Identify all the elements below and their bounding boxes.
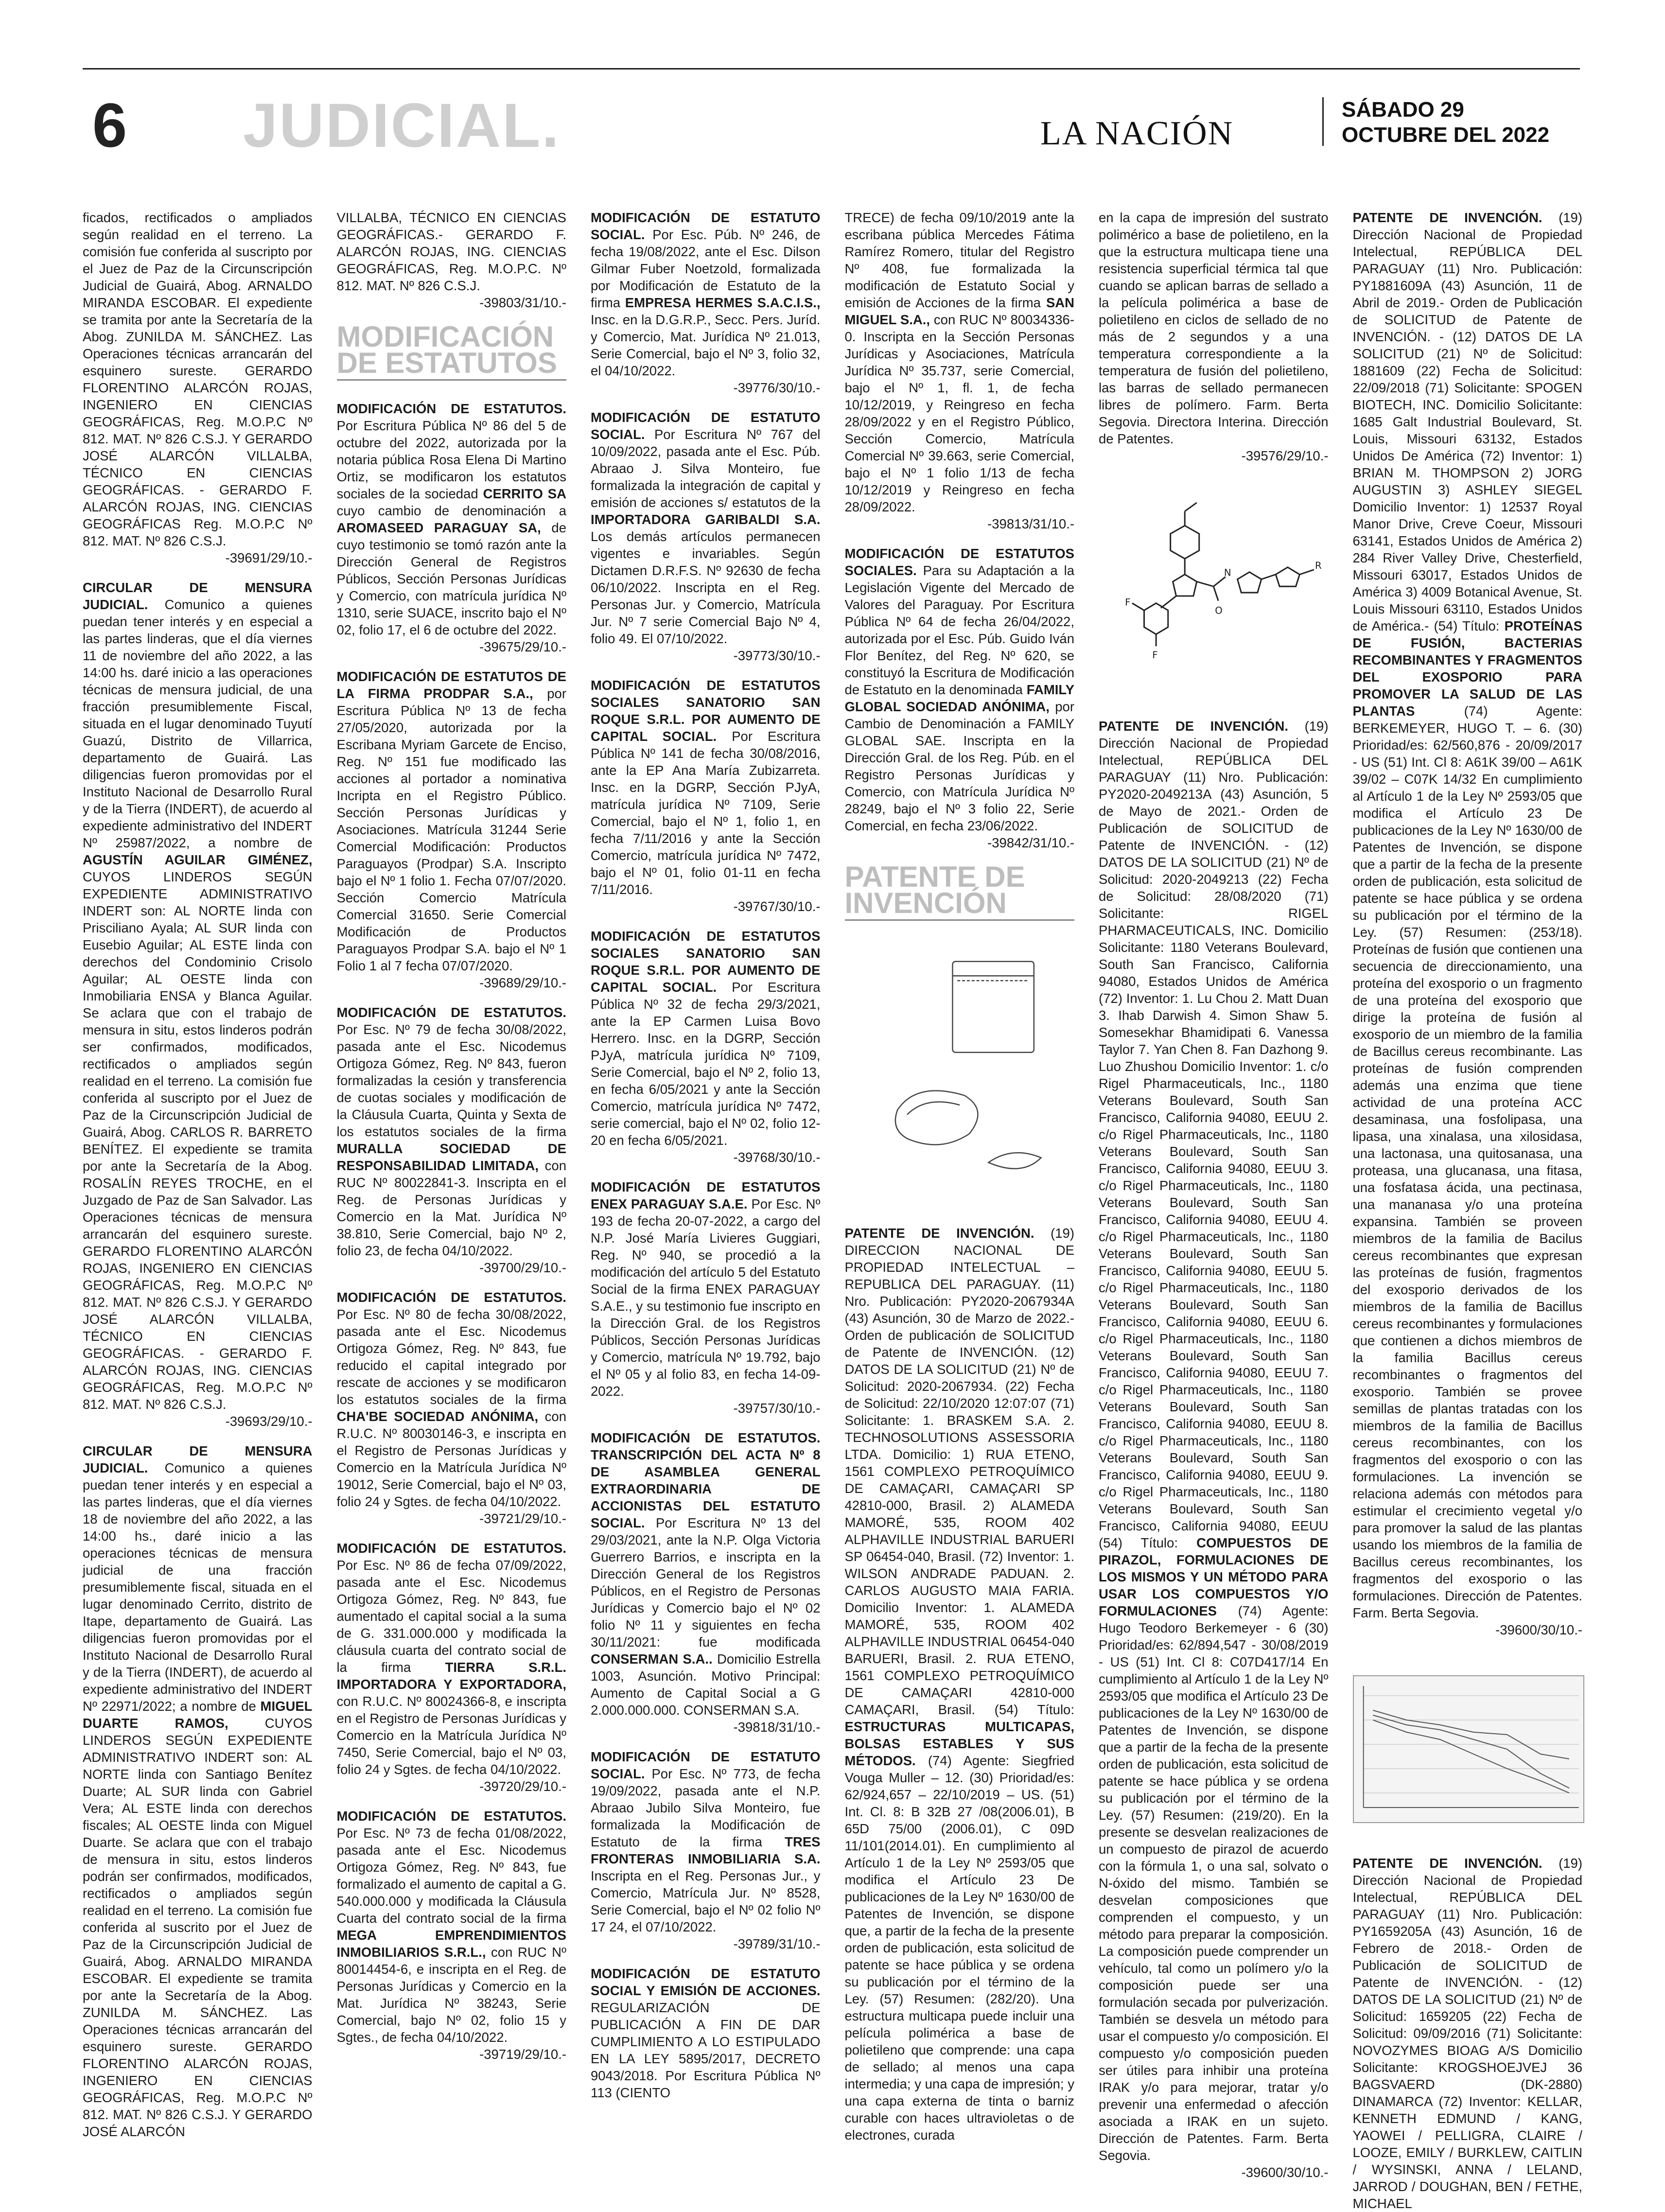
- page-number: 6: [92, 91, 127, 160]
- notice-body: Por Escritura Nº 13 del 29/03/2021, ante la N.P. Olga Victoria Guerrero Barrios, e inscripta en la Dirección General de los Registros Públicos, en el Registro de Personas Jurídicas y Comercio bajo el Nº 02 folio Nº 11 y siguientes en fecha 30/11/2021: fue modificada: [591, 1515, 821, 1650]
- notice-title: MODIFICACIÓN DE ESTATUTOS DE LA FIRMA PRODPAR S.A.,: [336, 669, 566, 701]
- notice-body: Por Esc. Púb. Nº 246, de fecha 19/08/2022, ante el Esc. Dilson Gilmar Fuber Noetzold, formalizada por Modificación de Estatuto de la firma: [591, 227, 821, 310]
- notice-party-name: COMPUESTOS DE PIRAZOL, FORMULACIONES DE LOS MISMOS Y UN MÉTODO PARA USAR LOS COMPUESTOS Y/O FORMULACIONES: [1099, 1535, 1329, 1618]
- notice: [591, 209, 821, 396]
- notice-title: CIRCULAR DE MENSURA JUDICIAL.: [83, 580, 313, 612]
- notice-body: (74) Agente: Siegfried Vouga Muller – 12. (30) Prioridad/es: 62/924,657 – 22/10/2019 – US. (51) Int. Cl. 8: B 32B 27 /08(2006.01), B 65D 75/00 (2006.01), C 09D 11/101(2014.01). En cumplimiento al Artículo 1 de la Ley Nº 2593/05 que modifica el Artículo 23 De publicaciones de la Ley Nº 1630/00 de Patentes de Invención, se dispone que, a partir de la fecha de la presente orden de publicación, esta solicitud de patente se hace pública y se ordena su publicación por el término de la Ley. (57) Resumen: (282/20). Una estructura multicapa puede incluir una película polimérica a base de polietileno que comprende: una capa de sellado; al menos una capa intermedia; y una capa de impresión; y una capa externa de tinta o barniz curable con haces ultravioletas o de electrones, curada: [844, 1753, 1074, 2142]
- column-6: [1352, 209, 1583, 2211]
- svg-text:R: R: [1314, 560, 1322, 571]
- section-title: JUDICIAL.: [243, 91, 561, 160]
- notice-reference: -39767/30/10.-: [733, 899, 821, 914]
- notice: [83, 209, 313, 566]
- notice-body: Por Esc. Nº 86 de fecha 07/09/2022, pasada ante el Esc. Nicodemus Ortigoza Gómez, Reg. Nº 843, fue aumentado el capital social a la suma de G. 331.000.000 y modificada la cláusula cuarta del contrato social de la firma: [336, 1558, 566, 1675]
- notice-reference: -39789/31/10.-: [733, 1936, 821, 1951]
- notice-title: MODIFICACIÓN DE ESTATUTOS. TRANSCRIPCIÓN DEL ACTA Nº 8 DE ASAMBLEA GENERAL EXTRAORDINARIA DE ACCIONISTAS DEL ESTATUTO SOCIAL.: [591, 1430, 821, 1530]
- notice-body: por Cambio de Denominación a FAMILY GLOBAL SAE. Inscripta en la Dirección Gral. de los Reg. Púb. en el Registro Personas Jurídicas y Comercio, con Matrícula Jurídica Nº 28249, bajo el Nº 3 folio 22, Serie Comercial, en fecha 23/06/2022.: [844, 699, 1075, 833]
- notice-reference: -39700/29/10.-: [479, 1260, 566, 1275]
- notice-title: PATENTE DE INVENCIÓN.: [844, 1226, 1034, 1241]
- notice-body: con R.U.C. Nº 80030146-3, e inscripta en el Registro de Personas Jurídicas y Comercio en la Matrícula Jurídica Nº 19012, Serie Comercial, bajo el Nº 03, folio 24 y Sgtes. de fecha 04/10/2022.: [336, 1409, 566, 1509]
- column-1: [83, 209, 313, 2139]
- notice-reference: -39600/30/10.-: [1495, 1622, 1582, 1637]
- notice-title: MODIFICACIÓN DE ESTATUTOS.: [336, 1005, 566, 1020]
- notice-party-name: CONSERMAN S.A..: [591, 1651, 713, 1667]
- section-banner-patente: PATENTE DE INVENCIÓN: [845, 864, 1075, 921]
- notice: [591, 677, 821, 915]
- patent-figure-graph: [1353, 1675, 1585, 1823]
- notice-title: MODIFICACIÓN DE ESTATUTO SOCIAL.: [591, 210, 821, 242]
- notice-reference: -39773/30/10.-: [733, 648, 821, 663]
- notice-body: Por Esc. Nº 79 de fecha 30/08/2022, pasada ante el Esc. Nicodemus Ortigoza Gómez, Reg. Nº 843, fueron formalizadas la cesión y transferencia de cuotas sociales y modificación de la Cláusula Cuarta, Quinta y Sexta de los estatutos sociales de la firma: [336, 1022, 566, 1139]
- notice-title: MODIFICACIÓN DE ESTATUTOS SOCIALES.: [844, 546, 1074, 578]
- svg-text:O: O: [1215, 605, 1223, 616]
- notice-reference: -39689/29/10.-: [479, 975, 566, 990]
- notice-body: TRECE) de fecha 09/10/2019 ante la escribana pública Mercedes Fátima Ramírez Romero, titular del Registro Nº 408, fue formalizada la modificación de Estatuto Social y emisión de Acciones de la firma: [844, 210, 1074, 310]
- notice-title: PATENTE DE INVENCIÓN.: [1352, 210, 1542, 225]
- notice-reference: -39693/29/10.-: [225, 1414, 313, 1429]
- notice-reference: -39675/29/10.-: [479, 639, 566, 654]
- notice: [337, 1540, 567, 1795]
- notice-party-name: ESTRUCTURAS MULTICAPAS, BOLSAS ESTABLES Y SUS MÉTODOS.: [844, 1719, 1074, 1768]
- notice-party-name: AROMASEED PARAGUAY SA,: [336, 520, 541, 535]
- notice: [845, 209, 1075, 532]
- notice-reference: -39813/31/10.-: [987, 516, 1074, 531]
- notice-title: MODIFICACIÓN DE ESTATUTO SOCIAL.: [591, 410, 821, 442]
- notice: [83, 1442, 313, 2140]
- notice-party-name: EMPRESA HERMES S.A.C.I.S.,: [625, 295, 821, 310]
- notice-reference: -39691/29/10.-: [225, 550, 313, 565]
- notice-body: cuyo cambio de denominación a: [336, 503, 566, 518]
- notice: [591, 1965, 821, 2101]
- notice-body: Por Esc. Nº 73 de fecha 01/08/2022, pasada ante el Esc. Nicodemus Ortigoza Gómez, Reg. Nº 843, fue formalizado el aumento de capital a G. 540.000.000 y modificada la Cláusula Cuarta del contrato social de la firma: [336, 1826, 566, 1926]
- notice: [591, 928, 821, 1166]
- notice: [83, 579, 313, 1430]
- notice-party-name: TRES FRONTERAS INMOBILIARIA S.A.: [591, 1834, 821, 1866]
- notice-body: Comunico a quienes puedan tener interés y en especial a las partes linderas, que el día viernes 11 de noviembre del año 2022, a las 14:00 hs. daré inicio a las operaciones técnicas de mensura judicial, de una fracción presumiblemente Fiscal, situada en el lugar denominado Tuyutí Guazú, Distrito de Villarrica, departamento de Guairá. Las diligencias fueron promovidas por el Instituto Nacional de Desarrollo Rural y de la Tierra (INDERT), de acuerdo al expediente administrativo del INDERT Nº 25987/2022, a nombre de: [83, 597, 313, 850]
- notice-body: Por Escritura Pública Nº 86 del 5 de octubre del 2022, autorizada por la notaria pública Rosa Elena Di Martino Ortiz, se modificaron los estatutos sociales de la sociedad: [336, 418, 566, 501]
- notice: [1099, 718, 1329, 2181]
- header-rule: [83, 68, 1580, 70]
- notice-reference: -39768/30/10.-: [733, 1150, 821, 1165]
- notice: [337, 400, 567, 655]
- notice-party-name: TIERRA S.R.L. IMPORTADORA Y EXPORTADORA,: [336, 1660, 567, 1692]
- notice-party-name: MEGA EMPRENDIMIENTOS INMOBILIARIOS S.R.L.,: [336, 1928, 566, 1960]
- svg-text:F: F: [1152, 649, 1158, 661]
- notice-body: (19) Dirección Nacional de Propiedad Intelectual, REPÚBLICA DEL PARAGUAY (11) Nro. Publicación: PY2020-2049213A (43) Asunción, 5 de Mayo de 2021.- Orden de Publicación de SOLICITUD de Patente de INVENCIÓN. - (12) DATOS DE LA SOLICITUD (21) Nº de Solicitud: 2020-2049213 (22) Fecha de Solicitud: 28/08/2020 (71) Solicitante: RIGEL PHARMACEUTICALS, INC. Domicilio Solicitante: 1180 Veterans Boulevard, South San Francisco, California 94080, Estados Unidos de América (72) Inventor: 1. Lu Chou 2. Matt Duan 3. Ihab Darwish 4. Simon Shaw 5. Somesekhar Bhamidipati 6. Vanessa Taylor 7. Yan Chen 8. Fan Dazhong 9. Luo Zhushou Domicilio Inventor: 1. c/o Rigel Pharmaceuticals, Inc., 1180 Veterans Boulevard, South San Francisco, California 94080, EEUU 2. c/o Rigel Pharmaceuticals, Inc., 1180 Veterans Boulevard, South San Francisco, California 94080, EEUU 3. c/o Rigel Pharmaceuticals, Inc., 1180 Veterans Boulevard, South San Francisco, California 94080, EEUU 4. c/o Rigel Pharmaceuticals, Inc., 1180 Veterans Boulevard, South San Francisco, California 94080, EEUU 5. c/o Rigel Pharmaceuticals, Inc., 1180 Veterans Boulevard, South San Francisco, California 94080, EEUU 6. c/o Rigel Pharmaceuticals, Inc., 1180 Veterans Boulevard, South San Francisco, California 94080, EEUU 7. c/o Rigel Pharmaceuticals, Inc., 1180 Veterans Boulevard, South San Francisco, California 94080, EEUU 8. c/o Rigel Pharmaceuticals, Inc., 1180 Veterans Boulevard, South San Francisco, California 94080, EEUU 9. c/o Rigel Pharmaceuticals, Inc., 1180 Veterans Boulevard, South San Francisco, California 94080, EEUU (54) Título:: [1099, 719, 1329, 1550]
- notice-body: (19) Dirección Nacional de Propiedad Intelectual, REPÚBLICA DEL PARAGUAY (11) Nro. Publicación: PY1881609A (43) Asunción, 11 de Abril de 2019.- Orden de Publicación de SOLICITUD de Patente de INVENCIÓN. - (12) DATOS DE LA SOLICITUD (21) Nº de Solicitud: 1881609 (22) Fecha de Solicitud: 22/09/2018 (71) Solicitante: SPOGEN BIOTECH, INC. Domicilio Solicitante: 1685 Galt Industrial Boulevard, St. Louis, Missouri 63132, Estados Unidos De América (72) Inventor: 1) BRIAN M. THOMPSON 2) JORG AUGUSTIN 3) ASHLEY SIEGEL Domicilio Inventor: 1) 12537 Royal Manor Drive, Creve Coeur, Missouri 63141, Estados Unidos de América 2) 284 River Valley Drive, Chesterfield, Missouri 63017, Estados Unidos de América 3) 4009 Botanical Avenue, St. Louis Missouri 63110, Estados Unidos de América.- (54) Título:: [1352, 210, 1582, 633]
- notice-body: Inscripta en el Reg. Personas Jur., y Comercio, Matrícula Jur. Nº 8528, Serie Comercial, bajo el Nº 02 folio Nº 17 24, el 07/10/2022.: [591, 1868, 821, 1934]
- notice-body: Por Esc. Nº 773, de fecha 19/09/2022, pasada ante el N.P. Abraao Jubilo Silva Monteiro, fue formalizada la Modificación de Estatuto de la firma: [591, 1766, 821, 1849]
- notice-reference: -39576/29/10.-: [1241, 448, 1329, 463]
- notice-body: CUYOS LINDEROS SEGÚN EXPEDIENTE ADMINISTRATIVO INDERT son: AL NORTE linda con Prisciliano Ayala; AL SUR linda con Eusebio Aguilar; AL ESTE linda con derechos del Condominio Crisolo Aguilar; AL OESTE linda con Inmobiliaria ENSA y Blanca Aguilar. Se aclara que con el trabajo de mensura in situ, estos linderos podrán ser confirmados, modificados, rectificados o ampliados según realidad en el terreno. La comisión fue conferida al suscripto por el Juez de Paz de la Circunscripción Judicial de Guairá, Abog. CARLOS R. BARRETO BENÍTEZ. El expediente se tramita por ante la Secretaría de la Abog. ROSALÍN REYES TROCHE, en el Juzgado de Paz de San Salvador. Las Operaciones técnicas de mensura arrancarán del esquinero sureste. GERARDO FLORENTINO ALARCÓN ROJAS, INGENIERO EN CIENCIAS GEOGRÁFICAS, Reg. M.O.P.C Nº 812. MAT. Nº 826 C.S.J. Y GERARDO JOSÉ ALARCÓN VILLALBA, TÉCNICO EN CIENCIAS GEOGRÁFICAS. - GERARDO F. ALARCÓN ROJAS, ING. CIENCIAS GEOGRÁFICAS, Reg. M.O.P.C Nº 812. MAT. Nº 826 C.S.J.: [83, 869, 313, 1412]
- notice-title: MODIFICACIÓN DE ESTATUTO SOCIAL Y EMISIÓN DE ACCIONES.: [591, 1966, 821, 1998]
- notice-body: con RUC Nº 80034336-0. Inscripta en la Sección Personas Jurídicas y Asociaciones, Matrícula Jurídica Nº 35.737, serie Comercial, bajo el Nº 1, fl. 1, de fecha 10/12/2019, y Reingreso en fecha 28/09/2022 y en el Registro Público, Sección Comercio, Matrícula Comercial Nº 39.663, serie Comercial, bajo el Nº 1 folio 1/13 de fecha 10/12/2019 y Reingreso en fecha 28/09/2022.: [844, 312, 1074, 514]
- notice-title: MODIFICACIÓN DE ESTATUTO SOCIAL.: [591, 1749, 821, 1781]
- notice-title: MODIFICACIÓN DE ESTATUTOS.: [336, 1808, 566, 1824]
- notice-body: Los demás artículos permanecen vigentes e invariables. Según Dictamen D.R.F.S. Nº 92630 de fecha 06/10/2022. Inscripta en el Reg. Personas Jur. y Comercio, Matrícula Jur. Nº 7 serie Comercial Bajo Nº 4, folio 49. El 07/10/2022.: [591, 529, 821, 646]
- notice: [591, 1429, 821, 1736]
- notice-party-name: SAN MIGUEL S.A.,: [844, 295, 1075, 327]
- notice-title: CIRCULAR DE MENSURA JUDICIAL.: [83, 1443, 313, 1475]
- notice-title: MODIFICACIÓN DE ESTATUTOS SOCIALES SANATORIO SAN ROQUE S.R.L. POR AUMENTO DE CAPITAL SOCIAL.: [591, 929, 821, 995]
- notice-reference: -39721/29/10.-: [479, 1511, 566, 1526]
- notice-reference: -39600/30/10.-: [1241, 2165, 1329, 2180]
- notice-title: MODIFICACIÓN DE ESTATUTOS ENEX PARAGUAY S.A.E.: [591, 1179, 821, 1211]
- notice: [337, 209, 567, 311]
- notice: [591, 409, 821, 664]
- notice-reference: -39803/31/10.-: [479, 295, 566, 310]
- notice-body: en la capa de impresión del sustrato polimérico a base de polietileno, en la que la estructura multicapa tiene una resistencia superficial térmica tal que cuando se aplican barras de sellado a la película polimérica a base de polietileno en ciclos de sellado de no más de 2 segundos y a una temperatura correspondiente a la temperatura de fusión del polietileno, las barras de sellado permanecen libres de polímero. Farm. Berta Segovia. Directora Interina. Dirección de Patentes.: [1099, 210, 1329, 446]
- notice-body: REGULARIZACIÓN DE PUBLICACIÓN A FIN DE DAR CUMPLIMIENTO A LO ESTIPULADO EN LA LEY 5895/2017, DECRETO 9043/2018. Por Escritura Pública Nº 113 (CIENTO: [591, 2000, 821, 2100]
- notice-party-name: AGUSTÍN AGUILAR GIMÉNEZ,: [83, 852, 313, 867]
- notice: [1353, 209, 1583, 1638]
- notice-body: CUYOS LINDEROS SEGÚN EXPEDIENTE ADMINISTRATIVO INDERT son: AL NORTE linda con Santiago Benítez Duarte; AL SUR linda con Gabriel Vera; AL ESTE linda con derechos fiscales; AL OESTE linda con Miguel Duarte. Se aclara que con el trabajo de mensura in situ, estos linderos podrán ser confirmados, modificados, rectificados o ampliados según realidad en el terreno. La comisión fue conferida al suscrito por el Juez de Paz de la Circunscripción Judicial de Guairá, Abog. ARNALDO MIRANDA ESCOBAR. El expediente se tramita por ante la Secretaría de la Abog. ZUNILDA M. SÁNCHEZ. Las Operaciones técnicas arrancarán del esquinero sureste. GERARDO FLORENTINO ALARCÓN ROJAS, INGENIERO EN CIENCIAS GEOGRÁFICAS, Reg. M.O.P.C Nº 812. MAT. Nº 826 C.S.J. Y GERARDO JOSÉ ALARCÓN: [83, 1716, 313, 2139]
- header-divider: [1322, 97, 1324, 146]
- notice-body: Por Escritura Pública Nº 141 de fecha 30/08/2016, ante la EP Ana María Zubizarreta. Insc. en la DGRP, Sección PJyA, matrícula jurídica Nº 7109, Serie Comercial, bajo el Nº 1, folio 1, en fecha 7/11/2016 y ante la Sección Comercio, matrícula jurídica Nº 7472, bajo el Nº 01, folio 01-11 en fecha 7/11/2016.: [591, 729, 821, 897]
- notice: [337, 1289, 567, 1527]
- notice-body: Por Escritura Nº 767 del 10/09/2022, pasada ante el Esc. Púb. Abraao J. Silva Monteiro, fue formalizada la integración de capital y emisión de acciones s/ estatutos de la: [591, 427, 821, 510]
- notice: [845, 1225, 1075, 2143]
- notice: [337, 1808, 567, 2063]
- notice-reference: -39719/29/10.-: [479, 2047, 566, 2062]
- column-3: [591, 209, 821, 2100]
- patent-drawing-bag: [845, 950, 1075, 1203]
- svg-text:N: N: [1224, 567, 1231, 579]
- column-5: [1099, 209, 1329, 2180]
- issue-date: [1342, 97, 1549, 148]
- notice-title: MODIFICACIÓN DE ESTATUTOS SOCIALES SANATORIO SAN ROQUE S.R.L. POR AUMENTO DE CAPITAL SOCIAL.: [591, 678, 821, 744]
- newspaper-logo: LA NACIÓN: [1040, 115, 1234, 152]
- chemical-structure-drawing: [1099, 487, 1329, 701]
- notice-body: (19) Dirección Nacional de Propiedad Intelectual, REPÚBLICA DEL PARAGUAY (11) Nro. Publicación: PY1659205A (43) Asunción, 16 de Febrero de 2018.- Orden de Publicación de SOLICITUD de Patente de INVENCIÓN. - (12) DATOS DE LA SOLICITUD (21) Nº de Solicitud: 1659205 (22) Fecha de Solicitud: 09/09/2016 (71) Solicitante: NOVOZYMES BIOAG A/S Domicilio Solicitante: KROGSHOEJVEJ 36 BAGSVAERD (DK-2880) DINAMARCA (72) Inventor: KELLAR, KENNETH EDMUND / KANG, YAOWEI / PELLIGRA, CLAIRE / LOOZE, EMILY / BURKLEW, CAITLIN / WYSINSKI, ANNA / LELAND, JARROD / DOUGHAN, BEN / FETHE, MICHAEL: [1352, 1856, 1582, 2211]
- notice-title: MODIFICACIÓN DE ESTATUTOS.: [336, 401, 566, 416]
- notice-reference: -39818/31/10.-: [733, 1720, 821, 1735]
- notice-body: Por Esc. Nº 80 de fecha 30/08/2022, pasada ante el Esc. Nicodemus Ortigoza Gómez, Reg. Nº 843, fue reducido el capital integrado por rescate de acciones y se modificaron los estatutos sociales de la firma: [336, 1307, 566, 1407]
- notice-title: PATENTE DE INVENCIÓN.: [1099, 719, 1289, 734]
- notice-body: Domicilio Estrella 1003, Asunción. Motivo Principal: Aumento de Capital Social a G 2.000.000.000. CONSERMAN S.A.: [591, 1651, 821, 1718]
- notice-party-name: CHA'BE SOCIEDAD ANÓNIMA,: [336, 1409, 539, 1424]
- notice-body: Para su Adaptación a la Legislación Vigente del Mercado de Valores del Paraguay. Por Escritura Pública Nº 64 de fecha 26/04/2022, autorizada por el Esc. Púb. Guido Iván Flor Benítez, del Reg. Nº 620, se constituyó la Escritura de Modificación de Estatuto en la denominada: [844, 563, 1075, 697]
- notice-party-name: PROTEÍNAS DE FUSIÓN, BACTERIAS RECOMBINANTES Y FRAGMENTOS DEL EXOSPORIO PARA PROMOVER LA SALUD DE LAS PLANTAS: [1352, 618, 1582, 719]
- notice: [591, 1748, 821, 1952]
- notice: [591, 1178, 821, 1417]
- notice: [1353, 1855, 1583, 2212]
- notice-reference: -39757/30/10.-: [733, 1401, 821, 1416]
- notices-columns: [83, 209, 1583, 2211]
- notice-body: por Escritura Pública Nº 13 de fecha 27/05/2020, autorizada por la Escribana Myriam Garcete de Enciso, Reg. Nº 151 fue modificado las acciones al portador a nominativa Incripta en el Registro Público. Sección Personas Jurídicas y Asociaciones. Matrícula 31244 Serie Comercial Modificación: Productos Paraguayos (Prodpar) S.A. Inscripto bajo el Nº 1 folio 1. Fecha 07/07/2020. Sección Comercio Matrícula Comercial 31650. Serie Comercial Modificación de Productos Paraguayos Prodpar S.A. bajo el Nº 1 Folio 1 al 7 fecha 07/07/2020.: [336, 686, 567, 973]
- notice-body: Comunico a quienes puedan tener interés y en especial a las partes linderas, que el día viernes 18 de noviembre del año 2022, a las 14:00 hs., daré inicio a las operaciones técnicas de mensura judicial de una fracción presumiblemente fiscal, situada en el lugar denominado Cerrito, distrito de Itape, departamento de Guairá. Las diligencias fueron promovidas por el Instituto Nacional de Desarrollo Rural y de la Tierra (INDERT), de acuerdo al expediente administrativo del INDERT Nº 22971/2022; a nombre de: [83, 1460, 313, 1714]
- notice-body: Por Esc. Nº 193 de fecha 20-07-2022, a cargo del N.P. José María Livieres Guggiari, Reg. Nº 940, se procedió a la modificación del artículo 5 del Estatuto Social de la firma ENEX PARAGUAY S.A.E., y su testimonio fue inscripto en la Dirección Gral. de los Registros Públicos, Sección Personas Jurídicas y Comercio, matrícula Nº 19.792, bajo el Nº 05 y al folio 83, en fecha 14-09-2022.: [591, 1196, 821, 1399]
- notice-body: con RUC Nº 80014454-6, e inscripta en el Reg. de Personas Jurídicas y Comercio en la Mat. Jurídica Nº 38243, Serie Comercial, bajo Nº 02, folio 15 y Sgtes., de fecha 04/10/2022.: [336, 1945, 567, 2045]
- notice-body: ficados, rectificados o ampliados según realidad en el terreno. La comisión fue conferida al suscripto por el Juez de Paz de la Circunscripción Judicial de Guairá, Abog. ARNALDO MIRANDA ESCOBAR. El expediente se tramita por ante la Secretaría de la Abog. ZUNILDA M. SÁNCHEZ. Las Operaciones técnicas arrancarán del esquinero sureste. GERARDO FLORENTINO ALARCÓN ROJAS, INGENIERO EN CIENCIAS GEOGRÁFICAS, Reg. M.O.P.C Nº 812. MAT. Nº 826 C.S.J. Y GERARDO JOSÉ ALARCÓN VILLALBA, TÉCNICO EN CIENCIAS GEOGRÁFICAS. - GERARDO F. ALARCÓN ROJAS, ING. CIENCIAS GEOGRÁFICAS Reg. M.O.P.C Nº 812. MAT. Nº 826 C.S.J.: [83, 210, 313, 548]
- svg-text:F: F: [1125, 597, 1131, 608]
- notice-body: Por Escritura Pública Nº 32 de fecha 29/3/2021, ante la EP Carmen Luisa Bovo Herrero. Insc. en la DGRP, Sección PJyA, matrícula jurídica Nº 7109, Serie Comercial, bajo el Nº 2, folio 13, en fecha 6/05/2021 y ante la Sección Comercio, matrícula jurídica Nº 7472, serie comercial, bajo el Nº 02, folio 12-20 en fecha 6/05/2021.: [591, 980, 821, 1148]
- notice-body: (19) DIRECCION NACIONAL DE PROPIEDAD INTELECTUAL – REPUBLICA DEL PARAGUAY. (11) Nro. Publicación: PY2020-2067934A (43) Asunción, 30 de Marzo de 2022.- Orden de publicación de SOLICITUD de Patente de INVENCIÓN. (12) DATOS DE LA SOLICITUD (21) Nº de Solicitud: 2020-2067934. (22) Fecha de Solicitud: 22/10/2020 12:07:07 (71) Solicitante: 1. BRASKEM S.A. 2. TECHNOSOLUTIONS ASSESSORIA LTDA. Domicilio: 1) RUA ETENO, 1561 COMPLEXO PETROQUÍMICO DE CAMAÇARI, CAMAÇARI SP 42810-000, Brasil. 2) ALAMEDA MAMORÉ, 535, ROOM 402 ALPHAVILLE INDUSTRIAL BARUERI SP 06454-040, Brasil. (72) Inventor: 1. WILSON ANDRADE PADUAN. 2. CARLOS AUGUSTO MAIA FARIA. Domicilio Inventor: 1. ALAMEDA MAMORÉ, 535, ROOM 402 ALPHAVILLE INDUSTRIAL 06454-040 BARUERI, Brasil. 2. RUA ETENO, 1561 COMPLEXO PETROQUÍMICO DE CAMAÇARI 42810-000 CAMAÇARI, Brasil. (54) Título:: [844, 1226, 1074, 1717]
- column-4: [844, 209, 1075, 2142]
- notice-reference: -39776/30/10.-: [733, 380, 821, 395]
- notice-party-name: IMPORTADORA GARIBALDI S.A.: [591, 512, 821, 527]
- notice-body: con RUC Nº 80022841-3. Inscripta en el Reg. de Personas Jurídicas y Comercio en la Mat. Jurídica Nº 38.810, Serie Comercial, bajo Nº 2, folio 23, de fecha 04/10/2022.: [336, 1158, 566, 1258]
- page-header: [83, 85, 1580, 160]
- notice: [845, 545, 1075, 851]
- notice-party-name: MURALLA SOCIEDAD DE RESPONSABILIDAD LIMITADA,: [336, 1141, 566, 1173]
- issue-month-year: OCTUBRE DEL 2022: [1342, 123, 1550, 147]
- notice-reference: -39842/31/10.-: [987, 835, 1074, 850]
- column-2: [337, 209, 567, 2095]
- notice-title: MODIFICACIÓN DE ESTATUTOS.: [336, 1541, 566, 1556]
- notice-body: (74) Agente: BERKEMEYER, HUGO T. – 6. (30) Prioridad/es: 62/560,876 - 20/09/2017 - US (51) Int. Cl 8: A61K 39/00 – A61K 39/02 – C07K 14/32 En cumplimiento al Artículo 1 de la Ley Nº 2593/05 que modifica el Artículo 23 De publicaciones de la Ley Nº 1630/00 de Patentes de Invención, se dispone que a partir de la fecha de la presente orden de publicación, esta solicitud de patente se hace pública y se ordena su publicación por el término de la Ley. (57) Resumen: (253/18). Proteínas de fusión que contienen una secuencia de direccionamiento, una proteína del exosporio o un fragmento de una proteína del exosporio que dirige la proteína de fusión al exosporio de un miembro de la familia de Bacillus cereus recombinante. Las proteínas de fusión comprenden además una enzima que tiene actividad de una proteína ACC desaminasa, una fosfolipasa, una lipasa, una xinalasa, una xilosidasa, una lactonasa, una quitosanasa, una proteasa, una glucanasa, una fitasa, una fosfatasa ácida, una pectinasa, una mananasa y/o una proteína expansina. También se proveen miembros de la familia de Bacilus cereus recombinantes que expresan las proteínas de fusión, fragmentos del exosporio derivados de los miembros de la familia de Bacillus cereus recombinantes y formulaciones que contienen a dichos miembros de la familia Bacillus cereus recombinantes o fragmentos del exosporio. También se provee semillas de plantas tratadas con los miembros de la familia de Bacillus cereus recombinantes, con los fragmentos del exosporio o con las formulaciones. La invención se relaciona además con métodos para estimular el crecimiento vegetal y/o para promover la salud de las plantas usando los miembros de la familia de Bacillus cereus recombinantes, los fragmentos del exosporio o las formulaciones. Dirección de Patentes. Farm. Berta Segovia.: [1352, 703, 1583, 1620]
- notice-body: (74) Agente: Hugo Teodoro Berkemeyer - 6 (30) Prioridad/es: 62/894,547 - 30/08/2019 - US (51) Int. Cl 8: C07D417/14 En cumplimiento al Artículo 1 de la Ley Nº 2593/05 que modifica el Artículo 23 De publicaciones de la Ley Nº 1630/00 de Patentes de Invención, se dispone que a partir de la fecha de la presente orden de publicación, esta solicitud de patente se hace pública y se ordena su publicación por el término de la Ley. (57) Resumen: (219/20). En la presente se desvelan realizaciones de un compuesto de pirazol de acuerdo con la fórmula 1, o una sal, solvato o N-óxido del mismo. También se desvelan composiciones que comprenden el compuesto, y un método para preparar la composición. La composición puede comprender un vehículo, tal como un polímero y/o la composición puede ser una formulación secada por pulverización. También se desvela un método para usar el compuesto y/o composición. El compuesto y/o composición pueden ser útiles para inhibir una proteína IRAK y/o para mejorar, tratar y/o prevenir una enfermedad o afección asociada a IRAK en un sujeto. Dirección de Patentes. Farm. Berta Segovia.: [1099, 1603, 1329, 2163]
- notice-title: PATENTE DE INVENCIÓN.: [1352, 1856, 1542, 1871]
- notice-party-name: CERRITO SA: [483, 486, 566, 501]
- section-banner-modificacion: MODIFICACIÓN DE ESTATUTOS: [337, 324, 567, 381]
- notice-party-name: FAMILY GLOBAL SOCIEDAD ANÓNIMA,: [844, 682, 1074, 714]
- notice-body: VILLALBA, TÉCNICO EN CIENCIAS GEOGRÁFICAS.- GERARDO F. ALARCÓN ROJAS, ING. CIENCIAS GEOGRÁFICAS, Reg. M.O.P.C. Nº 812. MAT. Nº 826 C.S.J.: [336, 210, 566, 293]
- notice-reference: -39720/29/10.-: [479, 1779, 566, 1794]
- notice-title: MODIFICACIÓN DE ESTATUTOS.: [336, 1290, 566, 1305]
- notice: [1099, 209, 1329, 464]
- notice: [337, 1004, 567, 1276]
- issue-day: SÁBADO 29: [1342, 98, 1464, 122]
- notice-body: de cuyo testimonio se tomó razón ante la Dirección General de Registros Públicos, Sección Personas Jurídicas y Comercio, con matrícula jurídica Nº 1310, serie SUACE, inscrito bajo el Nº 02, folio 17, el 6 de octubre del 2022.: [336, 520, 567, 637]
- notice-body: con R.U.C. Nº 80024366-8, e inscripta en el Registro de Personas Jurídicas y Comercio en la Matrícula Jurídica Nº 7450, Serie Comercial, bajo el Nº 03, folio 24 y Sgtes. de fecha 04/10/2022.: [336, 1694, 566, 1777]
- notice-party-name: MIGUEL DUARTE RAMOS,: [83, 1699, 313, 1731]
- notice-body: Insc. en la D.G.R.P., Secc. Pers. Juríd. y Comercio, Mat. Jurídica Nº 21.013, Serie Comercial, bajo el Nº 3, folio 32, el 04/10/2022.: [591, 312, 821, 378]
- notice: [337, 668, 567, 991]
